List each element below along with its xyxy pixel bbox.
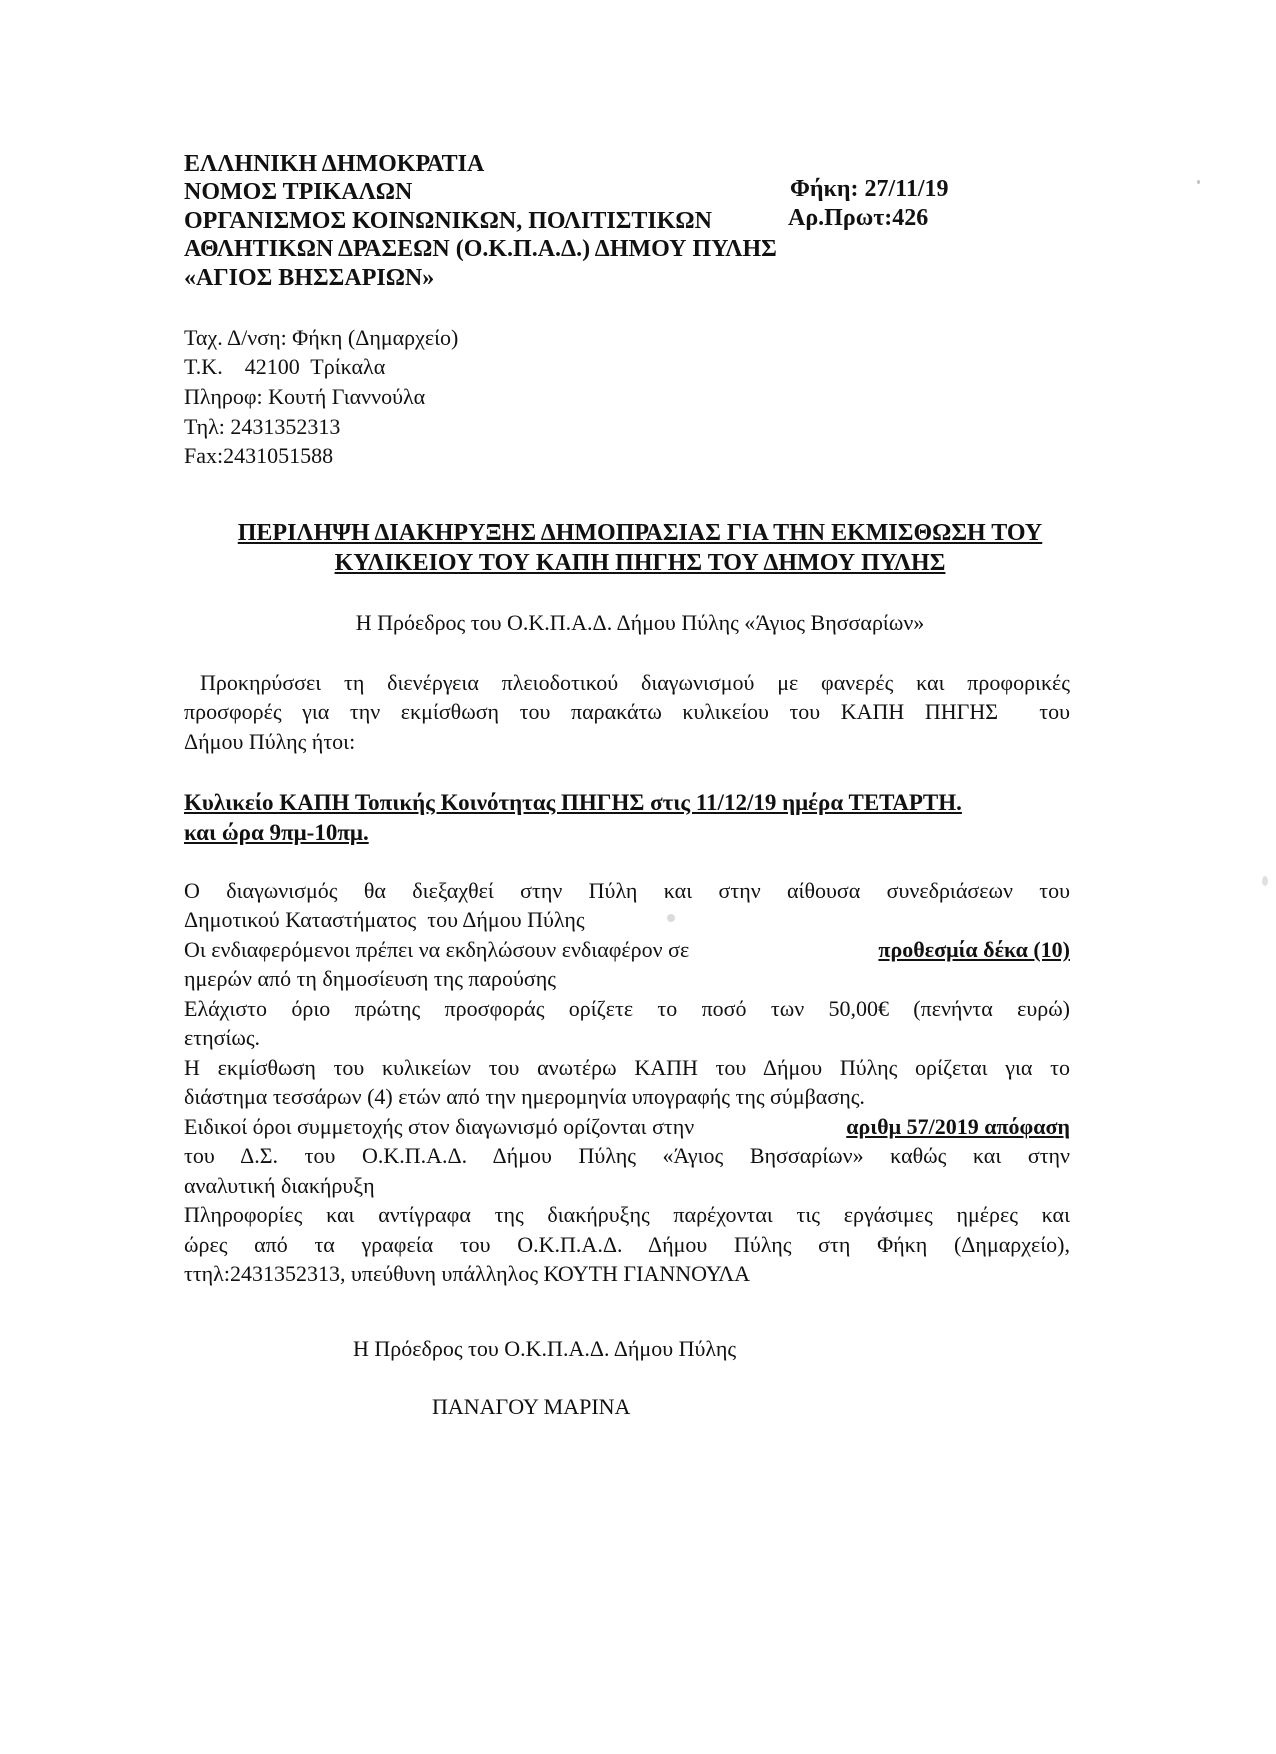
proclamation-line: Δήμου Πύλης ήτοι: [184,729,356,754]
body-line: Ο διαγωνισμός θα διεξαχθεί στην Πύλη και στην αίθουσα συνεδριάσεων του [184,878,1070,903]
proclamation-line: προσφορές για την εκμίσθωση του παρακάτω κυλικείου του ΚΑΠΗ ΠΗΓΗΣ του [184,699,1070,724]
document-title-line: ΠΕΡΙΛΗΨΗ ΔΙΑΚΗΡΥΞΗΣ ΔΗΜΟΠΡΑΣΙΑΣ ΓΙΑ ΤΗΝ ΕΚΜΙΣΘΩΣΗ ΤΟΥ [237,520,1043,546]
letterhead-line: ΑΘΛΗΤΙΚΩΝ ΔΡΑΣΕΩΝ (Ο.Κ.Π.Α.Δ.) ΔΗΜΟΥ ΠΥΛΗΣ [184,236,777,262]
body-line: Η εκμίσθωση του κυλικείων του ανωτέρω ΚΑΠΗ του Δήμου Πύλης ορίζεται για το [184,1055,1070,1080]
address-line: Ταχ. Δ/νση: Φήκη (Δημαρχείο) [184,325,459,350]
body-line [184,1112,1070,1142]
letterhead-line: ΟΡΓΑΝΙΣΜΟΣ ΚΟΙΝΩΝΙΚΩΝ, ΠΟΛΙΤΙΣΤΙΚΩΝ [184,208,712,234]
body-line [184,935,1070,965]
body-line: ετησίως. [184,1025,261,1050]
letterhead-line: ΕΛΛΗΝΙΚΗ ΔΗΜΟΚΡΑΤΙΑ [184,151,485,177]
address-line: Fax:2431051588 [184,443,334,468]
address-line: Τ.Κ. 42100 Τρίκαλα [184,354,386,379]
body-text: Οι ενδιαφερόμενοι πρέπει να εκδηλώσουν ενδιαφέρον σε [184,937,690,962]
address-line: Τηλ: 2431352313 [184,414,341,439]
body-line: Πληροφορίες και αντίγραφα της διακήρυξης παρέχονται τις εργάσιμες ημέρες και [184,1202,1070,1227]
protocol-number: Αρ.Πρωτ:426 [788,205,929,231]
body-line: Δημοτικού Καταστήματος του Δήμου Πύλης [184,907,585,932]
decision-emphasis: αριθμ 57/2019 απόφαση [846,1114,1070,1139]
body-text: Ειδικοί όροι συμμετοχής στον διαγωνισμό ορίζονται στην [184,1114,695,1139]
deadline-emphasis: προθεσμία δέκα (10) [878,937,1070,962]
signature-name: ΠΑΝΑΓΟΥ ΜΑΡΙΝΑ [432,1394,631,1419]
body-line: αναλυτική διακήρυξη [184,1173,375,1198]
address-line: Πληροφ: Κουτή Γιαννούλα [184,384,426,409]
body-line: ττηλ:2431352313, υπεύθυνη υπάλληλος ΚΟΥΤΗ ΓΙΑΝΝΟΥΛΑ [184,1261,751,1286]
body-line: διάστημα τεσσάρων (4) ετών από την ημερομηνία υπογραφής της σύμβασης. [184,1084,865,1109]
place-date: Φήκη: 27/11/19 [790,176,949,202]
document-title-line: ΚΥΛΙΚΕΙΟΥ ΤΟΥ ΚΑΠΗ ΠΗΓΗΣ ΤΟΥ ΔΗΜΟΥ ΠΥΛΗΣ [334,550,946,576]
body-line: ημερών από τη δημοσίευση της παρούσης [184,966,557,991]
scan-speck [667,914,675,922]
scan-speck [1262,876,1268,886]
body-line: ώρες από τα γραφεία του Ο.Κ.Π.Α.Δ. Δήμου Πύλης στη Φήκη (Δημαρχείο), [184,1232,1070,1257]
scan-speck [1197,180,1200,184]
auction-item-line: Κυλικείο ΚΑΠΗ Τοπικής Κοινότητας ΠΗΓΗΣ στις 11/12/19 ημέρα ΤΕΤΑΡΤΗ. [184,790,962,815]
signature-role: Η Πρόεδρος του Ο.Κ.Π.Α.Δ. Δήμου Πύλης [353,1336,737,1361]
auction-item-line: και ώρα 9πμ-10πμ. [184,820,369,845]
proclamation-line: Προκηρύσσει τη διενέργεια πλειοδοτικού διαγωνισμού με φανερές και προφορικές [200,670,1070,695]
body-line: του Δ.Σ. του Ο.Κ.Π.Α.Δ. Δήμου Πύλης «Άγιος Βησσαρίων» καθώς και στην [184,1143,1070,1168]
body-line: Ελάχιστο όριο πρώτης προσφοράς ορίζετε το ποσό των 50,00€ (πενήντα ευρώ) [184,996,1070,1021]
intro-line: Η Πρόεδρος του Ο.Κ.Π.Α.Δ. Δήμου Πύλης «Άγιος Βησσαρίων» [355,610,925,635]
letterhead-line: ΝΟΜΟΣ ΤΡΙΚΑΛΩΝ [184,179,413,205]
letterhead-line: «ΑΓΙΟΣ ΒΗΣΣΑΡΙΩΝ» [184,265,435,291]
